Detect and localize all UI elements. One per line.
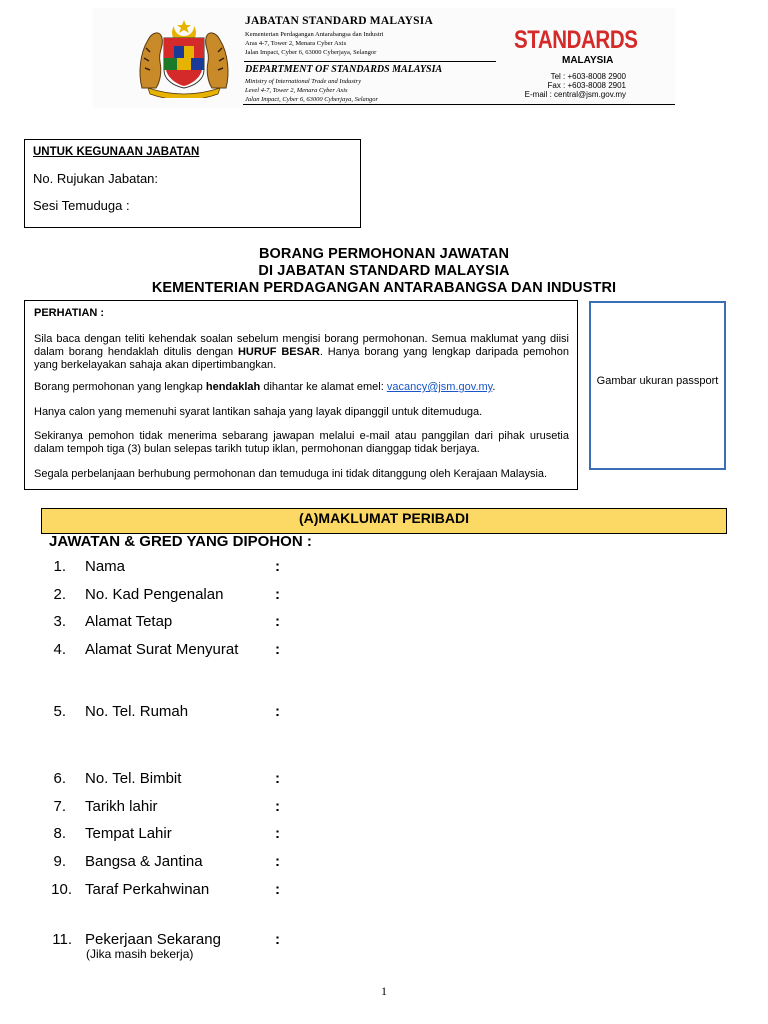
field-colon: : <box>275 586 280 603</box>
field-colon: : <box>275 613 280 630</box>
standards-logo: STANDARDS <box>514 26 638 54</box>
agency-name-en: DEPARTMENT OF STANDARDS MALAYSIA <box>245 64 443 75</box>
field-number: 1. <box>53 558 66 575</box>
position-grade-heading: JAWATAN & GRED YANG DIPOHON : <box>49 533 312 550</box>
office-use-heading: UNTUK KEGUNAAN JABATAN <box>33 146 200 158</box>
reference-number-field: No. Rujukan Jabatan: <box>33 171 159 186</box>
address-line-en: Jalan Impact, Cyber 6, 63000 Cyberjaya, Selangor <box>245 96 379 103</box>
address-line-ms: Aras 4-7, Tower 2, Menara Cyber Axis <box>245 40 347 47</box>
agency-name-ms: JABATAN STANDARD MALAYSIA <box>245 15 433 27</box>
notice-paragraph: Sila baca dengan teliti kehendak soalan sebelum mengisi borang permohonan. Semua maklumat yang diisi dalam borang hendaklah ditulis dengan HURUF BESAR. Hanya borang yang lengkap daripada pemohon yang berkelayakan sahaja akan dipertimbangkan. <box>34 333 570 371</box>
notice-paragraph: Sekiranya pemohon tidak menerima sebarang jawapan melalui e-mail atau panggilan dari pihak urusetia dalam tempoh tiga (3) bulan selepas tarikh tutup iklan, permohonan dianggap tidak berjaya. <box>34 430 569 455</box>
address-line-ms: Jalan Impact, Cyber 6, 63000 Cyberjaya, Selangor <box>245 49 377 56</box>
notice-heading: PERHATIAN : <box>34 307 105 319</box>
field-number: 7. <box>53 798 66 815</box>
field-colon: : <box>275 825 280 842</box>
form-title-line2: DI JABATAN STANDARD MALAYSIA <box>258 263 510 279</box>
fax-number: Fax : +603-8008 2901 <box>547 81 626 90</box>
notice-paragraph: Segala perbelanjaan berhubung permohonan dan temuduga ini tidak ditanggung oleh Kerajaan Malaysia. <box>34 468 548 480</box>
field-number: 9. <box>53 853 66 870</box>
page-number: 1 <box>381 984 387 998</box>
field-number: 11. <box>52 931 72 948</box>
notice-paragraph: Borang permohonan yang lengkap hendaklah dihantar ke alamat emel: vacancy@jsm.gov.my. <box>34 381 496 393</box>
vacancy-email-link[interactable]: vacancy@jsm.gov.my <box>386 381 493 393</box>
form-title-line1: BORANG PERMOHONAN JAWATAN <box>258 246 510 262</box>
field-label: No. Kad Pengenalan <box>85 586 224 603</box>
field-colon: : <box>275 770 280 787</box>
standards-logo-sub: MALAYSIA <box>562 55 614 66</box>
tel-number: Tel : +603-8008 2900 <box>550 72 626 81</box>
field-number: 2. <box>53 586 66 603</box>
ministry-name-ms: Kementerian Perdagangan Antarabangsa dan Industri <box>245 31 384 38</box>
field-label: Bangsa & Jantina <box>85 853 203 870</box>
field-number: 10. <box>51 881 72 898</box>
passport-photo-box[interactable] <box>589 301 726 470</box>
field-number: 8. <box>53 825 66 842</box>
section-title: (A)MAKLUMAT PERIBADI <box>298 510 470 526</box>
field-colon: : <box>275 798 280 815</box>
field-label: Alamat Surat Menyurat <box>85 641 239 658</box>
letterhead-rule <box>244 61 496 62</box>
field-colon: : <box>275 931 280 948</box>
form-title-line3: KEMENTERIAN PERDAGANGAN ANTARABANGSA DAN INDUSTRI <box>151 280 617 296</box>
section-header <box>41 508 727 534</box>
malaysia-coat-of-arms-icon <box>134 18 234 98</box>
field-colon: : <box>275 703 280 720</box>
field-label: Tempat Lahir <box>85 825 172 842</box>
notice-box <box>24 300 578 490</box>
field-number: 4. <box>53 641 66 658</box>
field-label: Alamat Tetap <box>85 613 173 630</box>
notice-paragraph: Hanya calon yang memenuhi syarat lantikan sahaja yang layak dipanggil untuk ditemuduga. <box>34 406 483 418</box>
passport-photo-label: Gambar ukuran passport <box>596 375 719 387</box>
ministry-name-en: Ministry of International Trade and Industry <box>245 78 362 85</box>
field-label: No. Tel. Bimbit <box>85 770 182 787</box>
field-label: Taraf Perkahwinan <box>85 881 210 898</box>
field-number: 6. <box>53 770 66 787</box>
field-colon: : <box>275 641 280 658</box>
field-colon: : <box>275 881 280 898</box>
central-email: E-mail : central@jsm.gov.my <box>524 90 626 99</box>
field-label: Pekerjaan Sekarang <box>85 931 221 948</box>
field-colon: : <box>275 558 280 575</box>
field-number: 5. <box>53 703 66 720</box>
field-number: 3. <box>53 613 66 630</box>
field-label: Nama <box>85 558 126 575</box>
field-label: No. Tel. Rumah <box>85 703 189 720</box>
office-use-box <box>24 139 361 228</box>
letterhead-divider <box>243 104 675 105</box>
field-note: (Jika masih bekerja) <box>86 947 194 961</box>
interview-session-field: Sesi Temuduga : <box>33 198 130 213</box>
field-colon: : <box>275 853 280 870</box>
address-line-en: Level 4-7, Tower 2, Menara Cyber Axis <box>245 87 348 94</box>
field-label: Tarikh lahir <box>85 798 158 815</box>
